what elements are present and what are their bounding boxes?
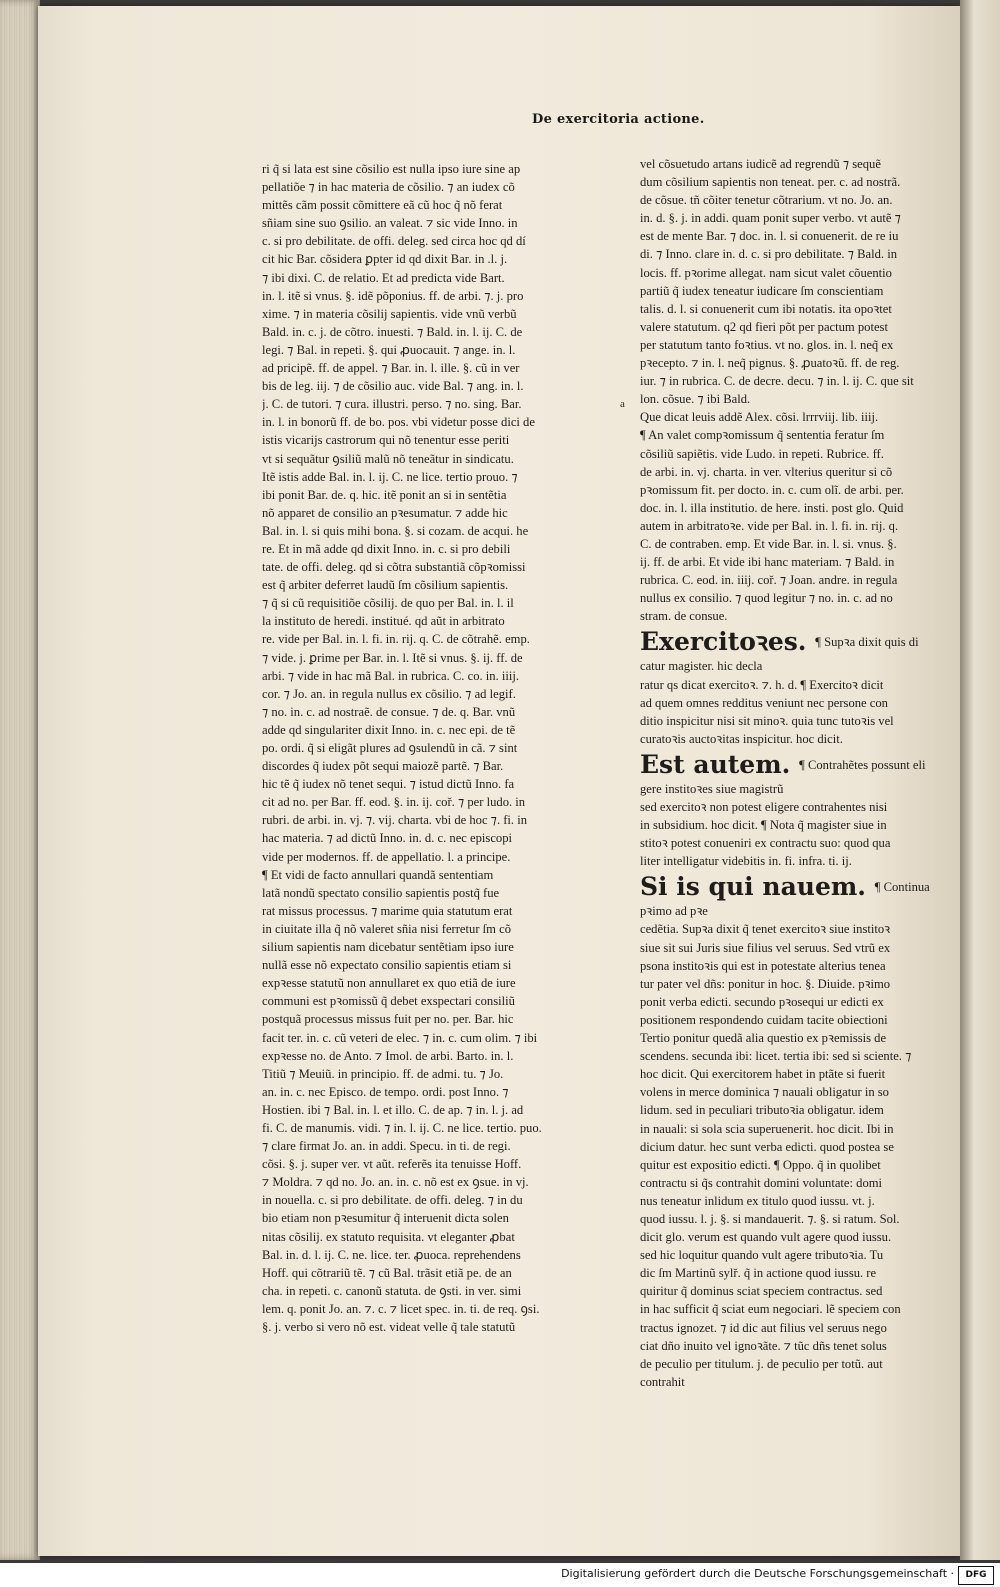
- text-line: lidum. sed in peculiari tributoꝛia obligatur. idem: [640, 1103, 884, 1118]
- text-line: pꝛimo ad pꝛe: [640, 904, 708, 919]
- text-line: ibi ponit Bar. de. q. hic. itẽ ponit an si in sentẽtia: [262, 487, 507, 502]
- text-line: in subsidium. hoc dicit. ¶ Nota q̃ magister siue in: [640, 818, 887, 833]
- text-line: re. Et in mã adde qd dixit Inno. in. c. si pro debili: [262, 541, 511, 556]
- text-line: doc. in. l. illa institutio. de here. insti. post glo. Quid: [640, 500, 904, 515]
- text-line: cõsi. §. j. super ver. vt aũt. referẽs ita tenuisse Hoff.: [262, 1157, 522, 1172]
- text-line: postquã processus missus fuit per no. per. Bar. hic: [262, 1012, 514, 1027]
- text-line: dicium datur. hec sunt verba edicti. quod postea se: [640, 1139, 894, 1154]
- text-line: ij. ff. de arbi. Et vide ibi hanc materiam. ⁊ Bald. in: [640, 555, 895, 570]
- text-line: dic ſm Martinũ sylř. q̃ in actione quod iussu. re: [640, 1266, 877, 1281]
- text-line: ¶ An valet compꝛomissum q̃ sententia feratur ſm: [640, 428, 885, 443]
- heading-exercitores: [640, 625, 926, 657]
- text-line: hic tẽ q̃ iudex nõ tenet sequi. ⁊ istud dictũ Inno. fa: [262, 777, 515, 792]
- text-line: hoc dicit. Qui exercitorem habet in ptãte si fuerit: [640, 1067, 886, 1082]
- text-line: ⁊ ibi dixi. C. de relatio. Et ad predicta vide Bart.: [262, 270, 505, 285]
- text-line: ⁊ Moldra. ⁊ qd no. Jo. an. in. c. nõ est ex ꝯsue. in vj.: [262, 1175, 529, 1190]
- funding-credit: Digitalisierung gefördert durch die Deutsche Forschungsgemeinschaft ·: [561, 1567, 954, 1580]
- text-line: an. in. c. nec Episco. de tempo. ordi. post Inno. ⁊: [262, 1084, 509, 1099]
- text-line: vel cõsuetudo artans iudicẽ ad regrendũ ⁊ sequẽ: [640, 157, 881, 171]
- text-line: lem. q. ponit Jo. an. ⁊. c. ⁊ licet spec. in. ti. de req. ꝯsi.: [262, 1301, 540, 1316]
- text-line: Hostien. ibi ⁊ Bal. in. l. et illo. C. de ap. ⁊ in. l. j. ad: [262, 1102, 524, 1117]
- text-line: est q̃ arbiter deferret laudũ ſm cõsilium sapientis.: [262, 578, 509, 593]
- text-line: facit ter. in. c. cũ veteri de elec. ⁊ in. c. cum olim. ⁊ ibi: [262, 1030, 538, 1045]
- text-column-right: [640, 155, 930, 1391]
- text-line: ciat dño inuito vel ignoꝛãte. ⁊ tũc dñs tenet solus: [640, 1338, 887, 1353]
- text-line: hac materia. ⁊ ad dictũ Inno. in. d. c. nec episcopi: [262, 831, 512, 846]
- heading-word: Est autem.: [640, 749, 791, 779]
- text-line: C. de contraben. emp. Et vide Bar. in. l. si. vnus. §.: [640, 536, 897, 551]
- text-line: istis vicarijs castrorum qui nõ tenentur esse periti: [262, 433, 510, 448]
- text-line: ditio inspicitur nisi sit minoꝛ. quia tunc tutoꝛis vel: [640, 713, 894, 728]
- text-line: ad pricipẽ. ff. de appel. ⁊ Bar. in. l. ille. §. cũ in ver: [262, 361, 520, 376]
- paragraph-block-b: [640, 657, 926, 747]
- text-line: contrahit: [640, 1374, 685, 1389]
- text-line: Hoff. qui cõtrariũ tẽ. ⁊ cũ Bal. trãsit etiã pe. de an: [262, 1265, 512, 1280]
- text-line: ⁊ q̃ si cũ requisitiõe cõsilij. de quo per Bal. in. l. il: [262, 596, 514, 611]
- text-line: valere statutum. q2 qd fieri põt per pactum potest: [640, 319, 888, 334]
- text-line: xime. ⁊ in materia cõsilij sapientis. vide vnũ verbũ: [262, 306, 517, 321]
- text-line: nitas cõsilij. ex statuto requisita. vt eleganter ꝓbat: [262, 1229, 515, 1244]
- text-line: in hac sufficit q̃ sciat eum negociari. lẽ speciem con: [640, 1302, 901, 1317]
- text-line: latã nondũ spectato consilio sapientis postq̃ fue: [262, 885, 500, 900]
- text-line: cit hic Bar. cõsidera ꝑpter id qd dixit Bar. in .l. j.: [262, 252, 508, 267]
- text-line: sed exercitoꝛ non potest eligere contrahentes nisi: [640, 800, 888, 814]
- heading-word: Exercitoꝛes.: [640, 627, 807, 657]
- text-line: re. vide per Bal. in. l. fi. in. rij. q. C. de cõtrahẽ. emp.: [262, 632, 530, 647]
- text-line: cedẽtia. Supꝛa dixit q̃ tenet exercitoꝛ siue institoꝛ: [640, 922, 891, 937]
- text-line: gere institoꝛes siue magistrũ: [640, 781, 784, 796]
- text-line: nus teneatur inlidum ex titulo quod iussu. vt. j.: [640, 1193, 875, 1208]
- text-line: rubri. de arbi. in. vj. ⁊. vij. charta. vbi de hoc ⁊. fi. in: [262, 813, 528, 828]
- text-line: sed hic loquitur quando vult agere tributoꝛia. Tu: [640, 1248, 884, 1263]
- heading-rest: ¶ Contrahẽtes possunt eli: [799, 757, 926, 772]
- text-line: nullã esse nõ expectato consilio sapientis etiam si: [262, 958, 512, 973]
- text-line: arbi. ⁊ vide in hac mã Bal. in rubrica. C. co. in. iiij.: [262, 668, 520, 683]
- text-line: contractu si q̃s contrahit domini voluntate: domi: [640, 1175, 883, 1190]
- text-line: stram. de consue.: [640, 609, 728, 624]
- text-line: Bal. in. d. l. ij. C. ne. lice. ter. ꝓuoca. reprehendens: [262, 1247, 521, 1262]
- text-line: positionem respondendo cuidam tacite obiectioni: [640, 1012, 888, 1027]
- paragraph-block-c: [640, 780, 926, 870]
- text-line: curatoꝛis auctoꝛitas inspicitur. hoc dicit.: [640, 731, 843, 746]
- text-line: §. j. verbo si vero nõ est. videat velle q̃ tale statutũ: [262, 1320, 516, 1334]
- text-line: siue sit sui Juris siue filius vel seruus. Sed vtrũ ex: [640, 940, 891, 955]
- text-line: talis. d. l. si conuenerit cum ibi notatis. ita opoꝛtet: [640, 301, 892, 316]
- text-line: pꝛecepto. ⁊ in. l. neq̃ pignus. §. ꝓuatoꝛũ. ff. de reg.: [640, 356, 900, 371]
- text-line: per statutum tanto foꝛtius. vt no. glos. in. l. neq̃ ex: [640, 337, 894, 352]
- text-line: in nauali: si sola scia superuenerit. hoc dicit. Ibi in: [640, 1121, 894, 1136]
- footer-bar: [0, 1563, 1000, 1587]
- text-line: ⁊ no. in. c. ad nostraẽ. de consue. ⁊ de. q. Bar. vnũ: [262, 704, 516, 719]
- text-line: catur magister. hic decla: [640, 659, 763, 674]
- text-line: cor. ⁊ Jo. an. in regula nullus ex cõsilio. ⁊ ad legif.: [262, 686, 516, 701]
- text-line: mittẽs cãm possit cõmittere eã cũ hoc q̃ nõ ferat: [262, 198, 503, 213]
- text-line: nõ apparet de consilio an pꝛesumatur. ⁊ adde hic: [262, 505, 508, 520]
- text-line: pꝛomissum fit. per docto. in. c. cum olĩ. de arbi. per.: [640, 482, 904, 497]
- text-line: cõsiliũ sapiẽtis. vide Ludo. in repeti. Rubrice. ff.: [640, 446, 884, 461]
- text-line: ¶ Et vidi de facto annullari quandã sententiam: [262, 867, 494, 882]
- text-line: sñiam sine suo ꝯsilio. an valeat. ⁊ sic vide Inno. in: [262, 216, 518, 231]
- text-line: ratur qs dicat exercitoꝛ. ⁊. h. d. ¶ Exercitoꝛ dicit: [640, 677, 884, 692]
- text-line: silium sapientis nam dicebatur sentẽtiam ipso iure: [262, 940, 514, 955]
- text-line: nullus ex consilio. ⁊ quod legitur ⁊ no. in. c. ad no: [640, 591, 893, 606]
- paragraph-block-d: [640, 902, 926, 1391]
- text-line: Tertio ponitur quedã alia questio ex pꝛemissis de: [640, 1031, 887, 1046]
- text-line: communi est pꝛomissũ q̃ debet exspectari consiliũ: [262, 994, 515, 1009]
- text-line: ri q̃ si lata est sine cõsilio est nulla ipso iure sine ap: [262, 162, 521, 176]
- text-line: vt si sequãtur ꝯsiliũ malũ nõ teneãtur in sindicatu.: [262, 451, 514, 466]
- text-line: tractus ignozet. ⁊ id dic aut filius vel seruus nego: [640, 1320, 887, 1335]
- heading-word: Si is qui nauem.: [640, 872, 867, 902]
- text-line: in. l. itẽ si vnus. §. idẽ põponius. ff. de arbi. ⁊. j. pro: [262, 288, 524, 303]
- text-line: adde qd singulariter dixit Inno. in. c. nec epi. de tẽ: [262, 722, 516, 737]
- text-line: autem in arbitratoꝛe. vide per Bal. in. l. fi. in. rij. q.: [640, 518, 899, 533]
- text-column-left: [262, 160, 547, 1336]
- text-line: tur pater vel dñs: ponitur in hoc. §. Diuide. pꝛimo: [640, 976, 891, 991]
- text-line: scendens. secunda ibi: licet. tertia ibi: sed si sciente. ⁊: [640, 1049, 912, 1064]
- text-line: discordes q̃ iudex põt sequi maiozẽ partẽ. ⁊ Bar.: [262, 759, 504, 774]
- text-line: la instituto de heredi. institué. qd aũt in arbitrato: [262, 614, 505, 629]
- book-page-edges-right: [960, 0, 1000, 1560]
- margin-note: a: [620, 398, 625, 410]
- text-line: de peculio per titulum. j. de peculio per totũ. aut: [640, 1356, 883, 1371]
- text-line: vide per modernos. ff. de appellatio. l. a principe.: [262, 849, 511, 864]
- text-line: ad quem omnes redditus veniunt nec persone con: [640, 695, 888, 710]
- paragraph-block-a: [640, 155, 926, 625]
- text-line: ponit verba edicti. secundo pꝛosequi ur edicti ex: [640, 994, 884, 1009]
- text-line: Que dicat leuis addẽ Alex. cõsi. lrrrviij. lib. iiij.: [640, 410, 879, 425]
- text-line: de arbi. in. vj. charta. in ver. vlterius queritur si cõ: [640, 464, 893, 479]
- text-line: in nouella. c. si pro debilitate. de offi. deleg. ⁊ in du: [262, 1193, 523, 1208]
- text-line: rat missus processus. ⁊ marime quia statutum erat: [262, 903, 513, 918]
- text-line: legi. ⁊ Bal. in repeti. §. qui ꝓuocauit. ⁊ ange. in. l.: [262, 342, 516, 357]
- text-line: expꝛesse statutũ non annullaret ex quo etiã de iure: [262, 976, 516, 991]
- text-line: in ciuitate illa q̃ nõ valeret sñia nisi ferretur ſm cõ: [262, 921, 511, 936]
- text-line: partiũ q̃ iudex teneatur iudicare ſm conscientiam: [640, 283, 884, 298]
- text-line: psona institoꝛis qui est in potestate alterius tenea: [640, 958, 886, 973]
- text-line: Bald. in. c. j. de cõtro. inuesti. ⁊ Bald. in. l. ij. C. de: [262, 324, 523, 339]
- text-line: quiritur q̃ dominus sciat speciem contractus. sed: [640, 1284, 883, 1299]
- text-line: Bal. in. l. si quis mihi bona. §. si cozam. de acqui. he: [262, 523, 529, 538]
- text-line: de cõsue. tñ cõiter tenetur cõtrarium. vt no. Jo. an.: [640, 193, 893, 208]
- text-line: dum cõsilium sapientis non teneat. per. c. ad nostrã.: [640, 175, 901, 190]
- text-line: c. si pro debilitate. de offi. deleg. sed circa hoc qd dí: [262, 234, 526, 249]
- text-line: iur. ⁊ in rubrica. C. de decre. decu. ⁊ in. l. ij. C. que sit: [640, 374, 914, 389]
- book-page-edges-left: [0, 0, 40, 1560]
- text-line: bis de leg. iij. ⁊ de cõsilio auc. vide Bal. ⁊ ang. in. l.: [262, 379, 524, 394]
- text-line: in. l. in bonorũ ff. de bo. pos. vbi videtur posse dici de: [262, 415, 535, 430]
- text-line: lon. cõsue. ⁊ ibi Bald.: [640, 392, 751, 407]
- text-line: pellatiõe ⁊ in hac materia de cõsilio. ⁊ an iudex cõ: [262, 180, 515, 195]
- text-line: j. C. de tutori. ⁊ cura. illustri. perso. ⁊ no. sing. Bar.: [262, 397, 522, 412]
- text-line: fi. C. de manumis. vidi. ⁊ in. l. ij. C. ne lice. tertio. puo.: [262, 1120, 542, 1135]
- text-line: bio etiam non pꝛesumitur q̃ interuenit dicta solen: [262, 1211, 509, 1226]
- text-line: Titiũ ⁊ Meuiũ. in principio. ff. de admi. tu. ⁊ Jo.: [262, 1066, 504, 1081]
- text-line: stitoꝛ potest conueniri ex contractu suo: quod qua: [640, 836, 891, 851]
- text-line: quod iussu. l. j. §. si mandauerit. ⁊. §. si ratum. Sol.: [640, 1211, 900, 1226]
- heading-est-autem: [640, 748, 926, 780]
- text-line: in. d. §. j. in addi. quam ponit super verbo. vt autẽ ⁊: [640, 211, 901, 226]
- text-line: locis. ff. pꝛorime allegat. nam sicut valet cõuentio: [640, 265, 892, 280]
- dfg-logo: DFG: [958, 1566, 994, 1585]
- text-line: liter intelligatur videbitis in. fi. infra. ti. ij.: [640, 854, 852, 869]
- text-line: po. ordi. q̃ si eligãt plures ad ꝯsulendũ in cã. ⁊ sint: [262, 741, 518, 755]
- text-line: cha. in repeti. c. canonũ statuta. de ꝯsti. in ver. simi: [262, 1283, 522, 1298]
- text-line: Itẽ istis adde Bal. in. l. ij. C. ne lice. tertio prouo. ⁊: [262, 469, 518, 484]
- text-line: est de mente Bar. ⁊ doc. in. l. si conuenerit. de re iu: [640, 229, 899, 244]
- heading-si-is-qui-navem: [640, 870, 930, 902]
- text-line: tate. de offi. deleg. qd si cõtra substantiã cõpꝛomissi: [262, 560, 526, 575]
- text-line: cit ad no. per Bar. ff. eod. §. in. ij. coř. ⁊ per ludo. in: [262, 795, 526, 810]
- text-line: rubrica. C. eod. in. iiij. coř. ⁊ Joan. andre. in regula: [640, 573, 898, 588]
- text-line: quitur est expositio edicti. ¶ Oppo. q̃ in quolibet: [640, 1157, 881, 1172]
- text-line: ⁊ clare firmat Jo. an. in addi. Specu. in ti. de regi.: [262, 1139, 511, 1154]
- text-line: di. ⁊ Inno. clare in. d. c. si pro debilitate. ⁊ Bald. in: [640, 247, 897, 262]
- running-head: De exercitoria actione.: [532, 112, 705, 127]
- text-line: expꝛesse no. de Anto. ⁊ Imol. de arbi. Barto. in. l.: [262, 1048, 514, 1063]
- text-line: ⁊ vide. j. ꝑrime per Bar. in. l. Itẽ si vnus. §. ij. ff. de: [262, 650, 523, 665]
- heading-rest: ¶ Supꝛa dixit quis di: [815, 635, 919, 650]
- heading-rest: ¶ Continua: [874, 880, 930, 895]
- text-line: volens in merce dominica ⁊ nauali obligatur in so: [640, 1085, 889, 1100]
- text-line: dicit glo. verum est quando vult agere quod iussu.: [640, 1230, 892, 1245]
